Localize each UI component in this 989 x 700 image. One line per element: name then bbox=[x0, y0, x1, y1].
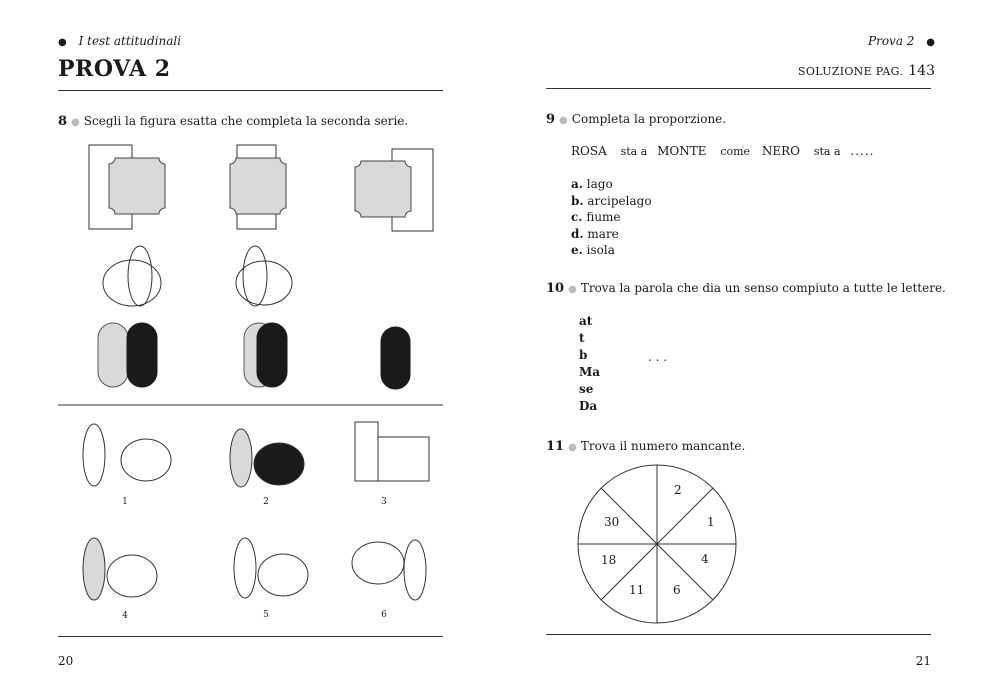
proportion-blank: ..... bbox=[850, 144, 875, 158]
answer-label-6: 6 bbox=[381, 610, 387, 620]
word-blank[interactable]: . . . bbox=[648, 350, 668, 364]
right-section-label: Prova 2 bbox=[868, 34, 915, 48]
question-10-number: 10 bbox=[546, 281, 565, 296]
question-10-text: Trova la parola che dia un senso compiuto a tutte le lettere. bbox=[580, 281, 946, 295]
option-c[interactable]: c. fiume bbox=[571, 210, 621, 224]
answer-label-1: 1 bbox=[122, 497, 128, 507]
question-bullet: ● bbox=[568, 442, 577, 453]
left-page-number: 20 bbox=[58, 654, 74, 668]
question-9-text: Completa la proporzione. bbox=[571, 112, 727, 126]
proportion-term-1: ROSA bbox=[571, 144, 607, 158]
wheel-number-30: 30 bbox=[604, 515, 620, 529]
wheel-number-4: 4 bbox=[701, 552, 709, 566]
wheel-number-18: 18 bbox=[601, 553, 617, 567]
question-8-number: 8 bbox=[58, 114, 68, 129]
answer-label-5: 5 bbox=[263, 610, 269, 620]
page-title: PROVA 2 bbox=[58, 56, 171, 82]
solution-label: SOLUZIONE PAG. bbox=[798, 65, 904, 78]
answer-label-3: 3 bbox=[381, 497, 387, 507]
right-footer-rule bbox=[546, 634, 931, 635]
question-bullet: ● bbox=[71, 117, 80, 128]
proportion-connector-3: sta a bbox=[813, 145, 841, 158]
proportion-connector-1: sta a bbox=[620, 145, 648, 158]
left-section-label: I test attitudinali bbox=[78, 34, 182, 48]
fragment: Ma bbox=[579, 365, 601, 379]
fragment: Da bbox=[579, 399, 598, 413]
proportion-connector-2: come bbox=[720, 145, 751, 158]
wheel-number-2: 2 bbox=[674, 483, 682, 497]
question-bullet: ● bbox=[568, 284, 577, 295]
fragment: at bbox=[579, 314, 593, 328]
answer-label-2: 2 bbox=[263, 497, 269, 507]
option-e[interactable]: e. isola bbox=[571, 243, 615, 257]
proportion-term-2: MONTE bbox=[657, 144, 707, 158]
right-page-number: 21 bbox=[915, 654, 931, 668]
question-11-number: 11 bbox=[546, 439, 565, 454]
option-b[interactable]: b. arcipelago bbox=[571, 193, 652, 208]
fragment: t bbox=[579, 331, 585, 345]
question-bullet: ● bbox=[559, 115, 568, 126]
answer-label-4: 4 bbox=[122, 611, 128, 621]
question-8-text: Scegli la figura esatta che completa la seconda serie. bbox=[83, 114, 409, 128]
wheel-number-6: 6 bbox=[673, 583, 681, 597]
fragment: se bbox=[579, 382, 594, 396]
proportion-term-3: NERO bbox=[761, 144, 801, 158]
question-9-number: 9 bbox=[546, 112, 556, 127]
header-bullet: ● bbox=[58, 37, 67, 48]
wheel-number-11: 11 bbox=[629, 583, 645, 597]
fragment: b bbox=[579, 348, 588, 362]
header-bullet: ● bbox=[926, 37, 935, 48]
question-11-text: Trova il numero mancante. bbox=[580, 439, 746, 453]
option-d[interactable]: d. mare bbox=[571, 226, 619, 241]
option-a[interactable]: a. lago bbox=[571, 177, 613, 191]
solution-page: 143 bbox=[908, 63, 935, 79]
wheel-number-1: 1 bbox=[707, 515, 715, 529]
